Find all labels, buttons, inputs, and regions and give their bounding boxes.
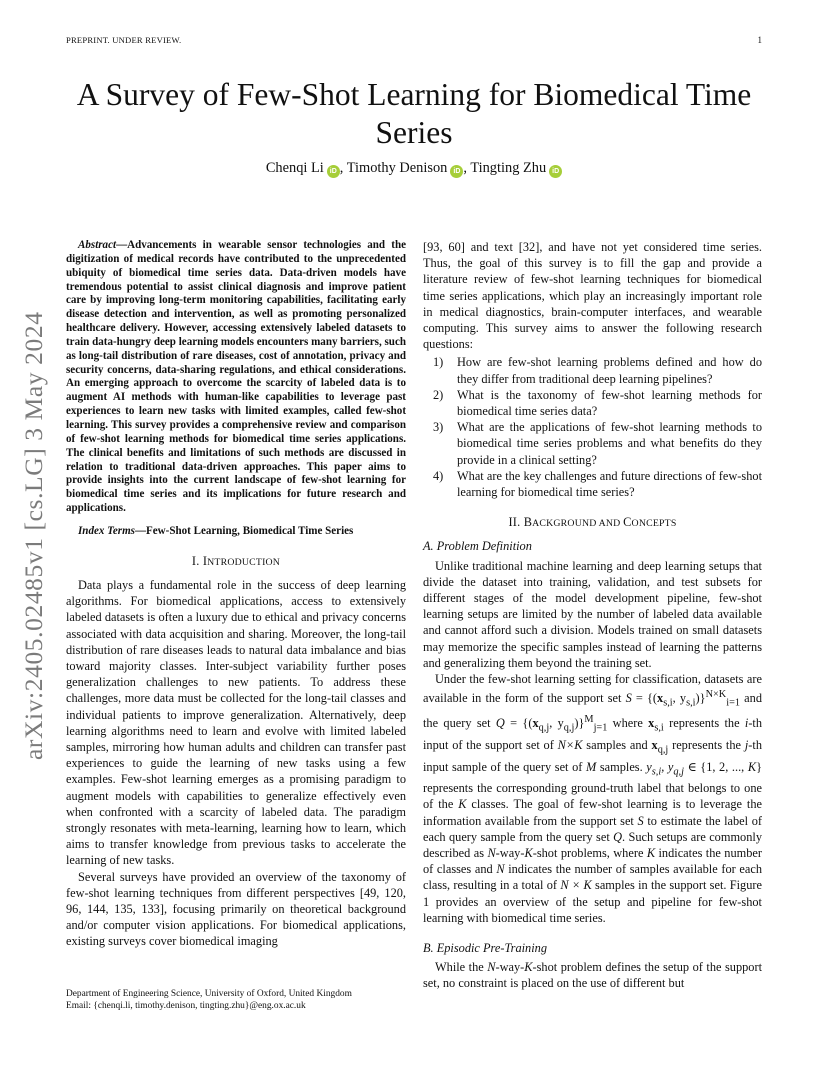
index-terms	[66, 525, 406, 539]
footnote-email: Email: {chenqi.li, timothy.denison, tingting.zhu}@eng.ox.ac.uk	[66, 1001, 306, 1012]
footnote-affiliation: Department of Engineering Science, University of Oxford, United Kingdom	[66, 989, 352, 999]
arxiv-stamp: arXiv:2405.02485v1 [cs.LG] 3 May 2024	[19, 311, 48, 760]
subsection-problem-definition: A. Problem Definition	[423, 539, 532, 554]
list-item: 3) What are the applications of few-shot learning methods to biomedical time series problems and what benefits do they provide in a clinical setting?	[433, 420, 762, 467]
problem-definition-paragraph-1: Unlike traditional machine learning and deep learning setups that divide the dataset into training, validation, and test subsets for different stages of the model development pipeline, few-shot learning setups are limited by the number of labeled data available and cannot afford such a division. Models trained on small datasets may memorize the specific samples instead of learning the patterns and generalizing them beyond the training set.	[423, 558, 762, 670]
author-3: Tingting Zhu	[470, 160, 547, 176]
author-2: Timothy Denison	[346, 160, 448, 176]
abstract	[66, 239, 406, 516]
left-column	[66, 239, 406, 950]
orcid-icon[interactable]: iD	[549, 165, 562, 178]
intro-paragraph-1: Data plays a fundamental role in the success of deep learning algorithms. For biomedical applications, access to extensively labeled datasets is often a luxury due to ethical and privacy concerns associated with data acquisition and sharing. Moreover, the long-tail distribution of rare diseases leads to natural data imbalance and bias toward majority classes. Inter-subject variability further poses generalization challenges to new patients. To address these challenges, more data must be collected for the long-tail classes and individual patients to improve generalization. Alternatively, deep learning algorithms need to learn and evolve with limited labeled samples, mirroring how human adults and children can transfer past experiences to guide the learning of new tasks using a few examples. Few-shot learning emerges as a promising paradigm to augment models with capabilities to generalize effectively even when confronted with a scarcity of labeled data. The paradigm strongly resonates with meta-learning, learning how to learn, which aims to transfer knowledge from previous tasks to accelerate the learning of new tasks.	[66, 577, 406, 868]
author-separator: ,	[463, 160, 467, 176]
subsection-episodic-pretraining: B. Episodic Pre-Training	[423, 941, 548, 956]
section-heading-introduction: I. INTRODUCTION	[191, 553, 281, 568]
abstract-text: —Advancements in wearable sensor technologies and the digitization of medical records have contributed to the unprecedented ubiquity of biomedical time series data. Data-driven models have tremendous potential to assist clinical diagnosis and improve patient care by improving long-term monitoring capabilities, facilitating early disease detection and intervention, as well as promoting personalized healthcare delivery. However, accessing extensively labeled datasets to train data-hungry deep learning models encounters many barriers, such as long-tail distribution of rare diseases, cost of annotation, privacy and security concerns, data-sharing regulations, and ethical considerations. An emerging approach to overcome the scarcity of labeled data is to augment AI methods with human-like capabilities to leverage past experiences to learn new tasks with limited examples, called few-shot learning. This survey provides a comprehensive review and comparison of few-shot learning methods for biomedical time series applications. The clinical benefits and limitations of such methods are discussed in relation to traditional data-driven approaches. This paper aims to provide insights into the current landscape of few-shot learning for biomedical time series and its implications for future research and applications.	[66, 239, 406, 515]
section-heading-background: II. BACKGROUND AND CONCEPTS	[508, 515, 677, 530]
list-item: 2) What is the taxonomy of few-shot learning methods for biomedical time series data?	[433, 387, 762, 419]
author-separator: ,	[339, 160, 344, 176]
footnote	[66, 988, 406, 1013]
list-item: 4) What are the key challenges and future directions of few-shot learning for biomedical time series?	[433, 468, 762, 500]
list-item: 1) How are few-shot learning problems defined and how do they differ from traditional deep learning pipelines?	[433, 355, 762, 386]
orcid-icon[interactable]: iD	[450, 165, 463, 178]
abstract-lead: Abstract	[78, 239, 117, 251]
paper-title: A Survey of Few-Shot Learning for Biomedical Time Series	[76, 77, 752, 150]
running-header-left: PREPRINT. UNDER REVIEW.	[66, 35, 182, 45]
intro-paragraph-2-cont: [93, 60] and text [32], and have not yet considered time series. Thus, the goal of this survey is to fill the gap and provide a literature review of few-shot learning techniques for biomedical time series applications, which play an increasingly important role in medical diagnostics, brain-computer interfaces, and wearable computing. This survey aims to answer the following research questions:	[423, 240, 762, 352]
page-number: 1	[757, 35, 762, 45]
intro-paragraph-2: Several surveys have provided an overview of the taxonomy of few-shot learning techniques from different perspectives [49, 120, 96, 144, 135, 133], focusing primarily on theoretical background and/or computer vision applications. For biomedical applications, existing surveys cover biomedical imaging	[66, 869, 406, 949]
author-1: Chenqi Li	[265, 160, 324, 176]
orcid-icon[interactable]: iD	[327, 165, 340, 178]
episodic-paragraph-1: While the N-way-K-shot problem defines the setup of the support set, no constraint is placed on the use of different but	[423, 960, 762, 991]
problem-definition-paragraph-2: Under the few-shot learning setting for classification, datasets are available in the form of the support set $S = \{(x_{s,i}$, $y_{s,i})\}^{N\times K}_{i=1}$ and the query set $Q = \{(x_{q,j}$, $y_{q,j})\}^M_{j=1}$ where $x_{s,i}$ represents the i-th input of the support set of N×K samples and $x_{q,j}$ represents the j-th input sample of the query set of M samples. $y_{s,i}$, $y_{q,j}$ ∈ {1, 2, ..., K} represents the corresponding ground-truth label that belongs to one of the K classes. The goal of few-shot learning is to leverage the information available from the support set S to estimate the label of each query sample from the query set Q. Such setups are commonly described as N-way-K-shot problems, where K indicates the number of classes and N indicates the number of samples available for each class, resulting in a total of N × K samples in the support set. Figure 1 provides an overview of the setup and pipeline for few-shot learning with biomedical time series.	[423, 672, 763, 925]
author-list	[66, 160, 762, 178]
right-column	[423, 239, 762, 992]
index-terms-lead: Index Terms	[78, 524, 135, 537]
research-questions	[423, 354, 762, 500]
index-terms-text: —Few-Shot Learning, Biomedical Time Series	[134, 524, 354, 537]
